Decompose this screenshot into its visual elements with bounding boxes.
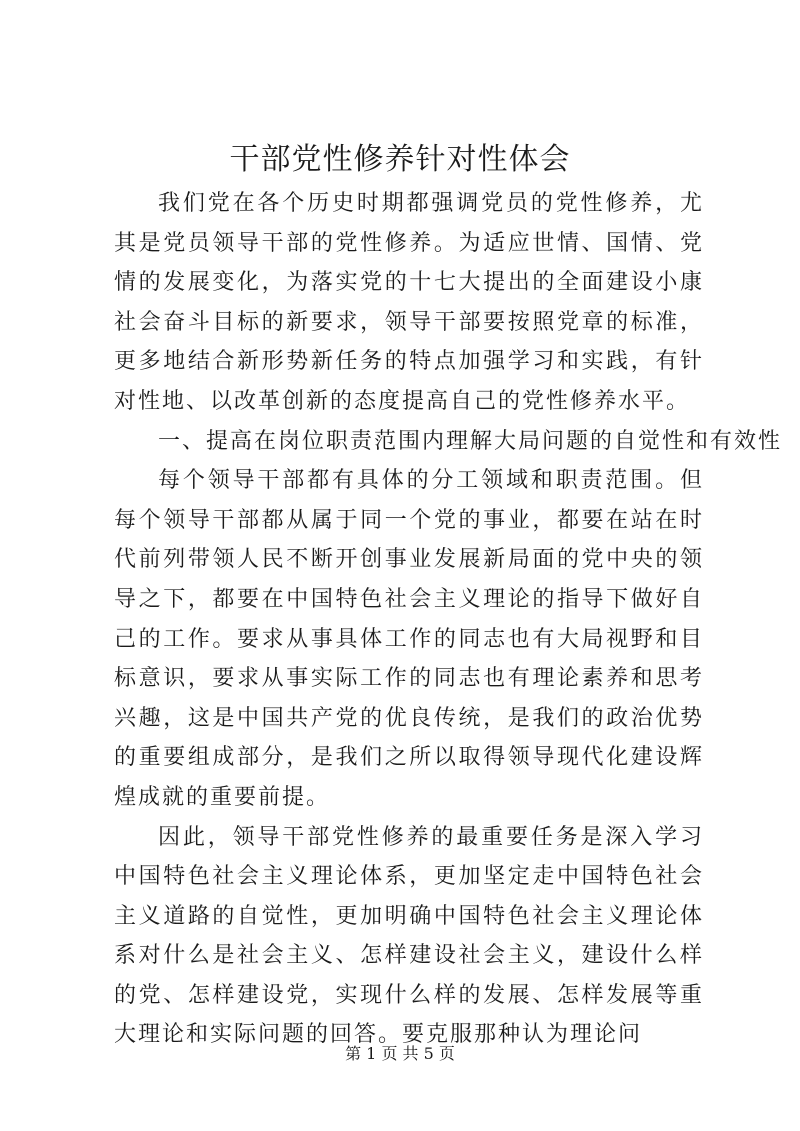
intro-paragraph: 我们党在各个历史时期都强调党员的党性修养，尤其是党员领导干部的党性修养。为适应世情、国情、党情的发展变化，为落实党的十七大提出的全面建设小康社会奋斗目标的新要求，领导干部要按照党章的标准，更多地结合新形势新任务的特点加强学习和实践，有针对性地、以改革创新的态度提高自己的党性修养水平。 bbox=[114, 191, 704, 414]
document-body bbox=[114, 184, 783, 1055]
body-paragraph: 每个领导干部都有具体的分工领域和职责范围。但每个领导干部都从属于同一个党的事业，都要在站在时代前列带领人民不断开创事业发展新局面的党中央的领导之下，都要在中国特色社会主义理论的指导下做好自己的工作。要求从事具体工作的同志也有大局视野和目标意识，要求从事实际工作的同志也有理论素养和思考兴趣，这是中国共产党的优良传统，是我们的政治优势的重要组成部分，是我们之所以取得领导现代化建设辉煌成就的重要前提。 bbox=[114, 468, 704, 810]
section-heading: 一、提高在岗位职责范围内理解大局问题的自觉性和有效性 bbox=[158, 428, 783, 454]
page-title: 干部党性修养针对性体会 bbox=[229, 142, 571, 177]
body-paragraph: 因此，领导干部党性修养的最重要任务是深入学习中国特色社会主义理论体系，更加坚定走中国特色社会主义道路的自觉性，更加明确中国特色社会主义理论体系对什么是社会主义、怎样建设社会主义，建设什么样的党、怎样建设党，实现什么样的发展、怎样发展等重大理论和实际问题的回答。要克服那种认为理论问 bbox=[114, 824, 704, 1048]
page-number-footer: 第 1 页 共 5 页 bbox=[345, 1044, 455, 1063]
